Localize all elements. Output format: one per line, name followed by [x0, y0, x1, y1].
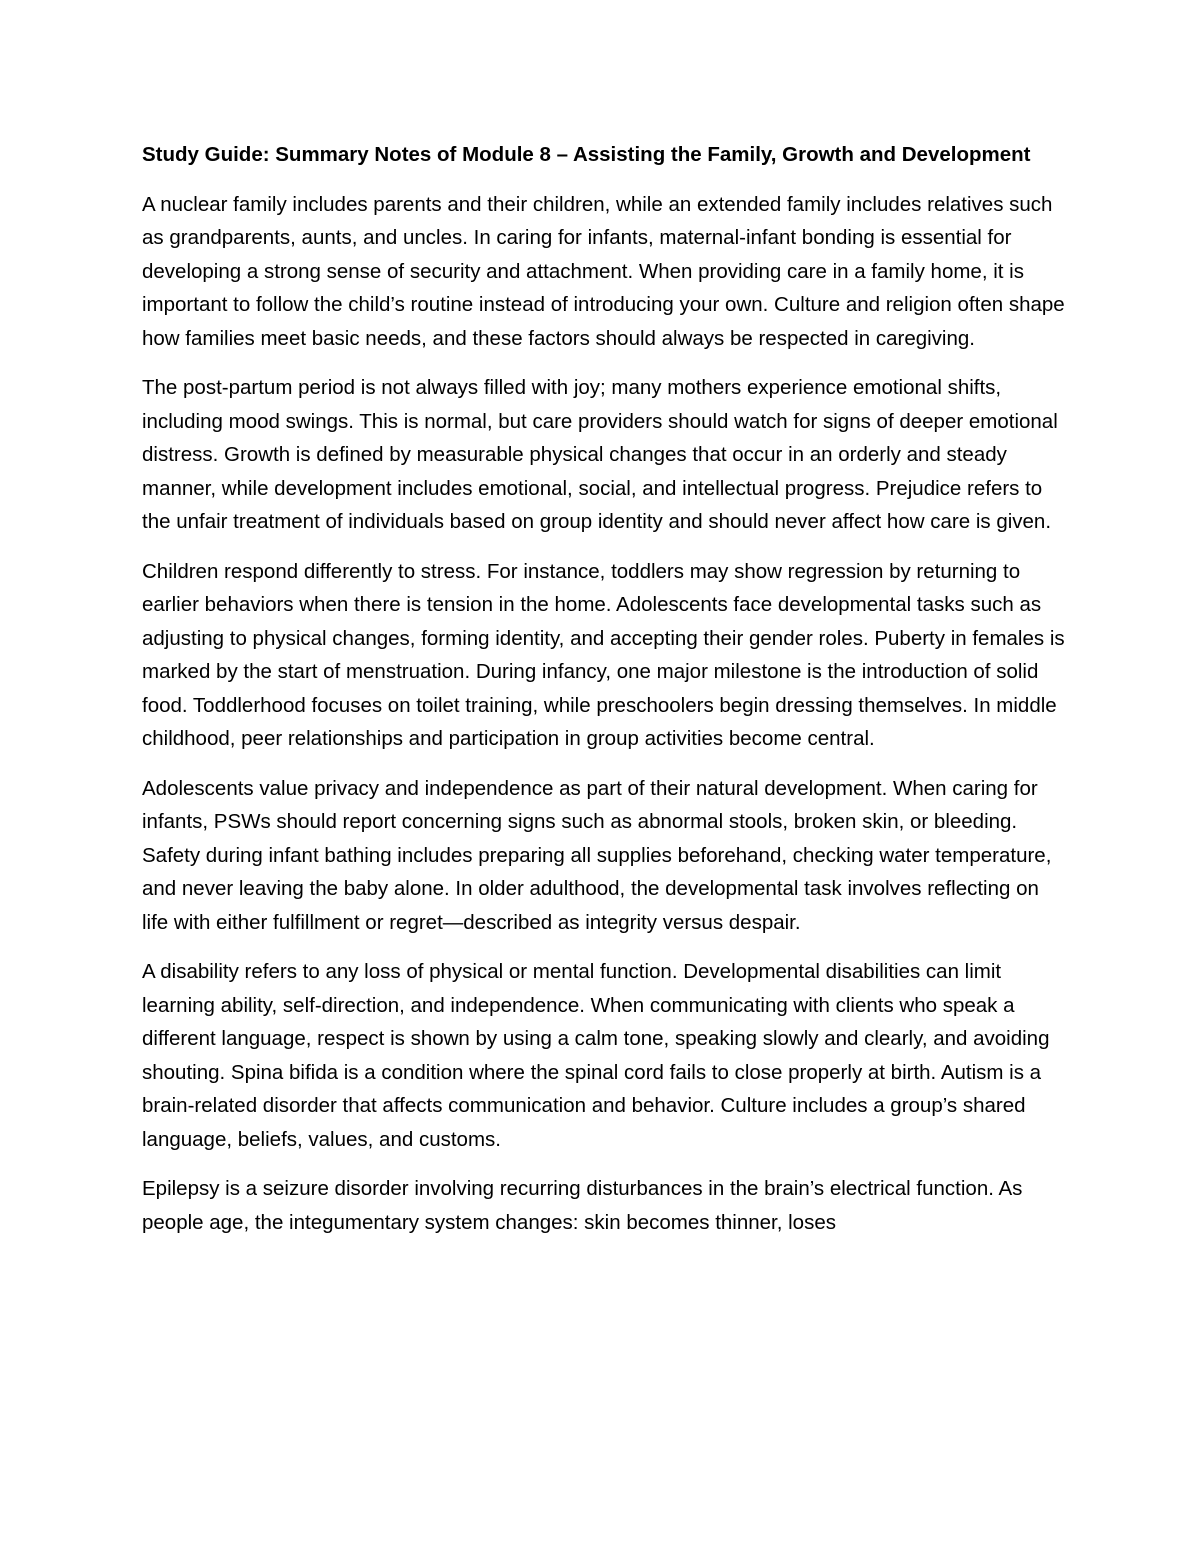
paragraph: A disability refers to any loss of physical or mental function. Developmental disabilities can limit learning ability, self-direction, and independence. When communicating with clients who speak a different language, respect is shown by using a calm tone, speaking slowly and clearly, and avoiding shouting. Spina bifida is a condition where the spinal cord fails to close properly at birth. Autism is a brain-related disorder that affects communication and behavior. Culture includes a group’s shared language, beliefs, values, and customs. — [142, 960, 1050, 1151]
paragraph: The post-partum period is not always filled with joy; many mothers experience emotional shifts, including mood swings. This is normal, but care providers should watch for signs of deeper emotional distress. Growth is defined by measurable physical changes that occur in an orderly and steady manner, while development includes emotional, social, and intellectual progress. Prejudice refers to the unfair treatment of individuals based on group identity and should never affect how care is given. — [142, 376, 1058, 533]
document-body — [142, 138, 1066, 1255]
paragraph: A nuclear family includes parents and their children, while an extended family includes relatives such as grandparents, aunts, and uncles. In caring for infants, maternal-infant bonding is essential for developing a strong sense of security and attachment. When providing care in a family home, it is important to follow the child’s routine instead of introducing your own. Culture and religion often shape how families meet basic needs, and these factors should always be respected in caregiving. — [142, 192, 1065, 350]
paragraph: Children respond differently to stress. For instance, toddlers may show regression by returning to earlier behaviors when there is tension in the home. Adolescents face developmental tasks such as adjusting to physical changes, forming identity, and accepting their gender roles. Puberty in females is marked by the start of menstruation. During infancy, one major milestone is the introduction of solid food. Toddlerhood focuses on toilet training, while preschoolers begin dressing themselves. In middle childhood, peer relationships and participation in group activities become central. — [142, 559, 1065, 750]
document-title: Study Guide: Summary Notes of Module 8 – Assisting the Family, Growth and Development — [142, 143, 1031, 166]
paragraph: Adolescents value privacy and independence as part of their natural development. When caring for infants, PSWs should report concerning signs such as abnormal stools, broken skin, or bleeding. Safety during infant bathing includes preparing all supplies beforehand, checking water temperature, and never leaving the baby alone. In older adulthood, the developmental task involves reflecting on life with either fulfillment or regret—described as integrity versus despair. — [142, 776, 1052, 934]
paragraph: Epilepsy is a seizure disorder involving recurring disturbances in the brain’s electrical function. As people age, the integumentary system changes: skin becomes thinner, loses — [142, 1177, 1023, 1234]
